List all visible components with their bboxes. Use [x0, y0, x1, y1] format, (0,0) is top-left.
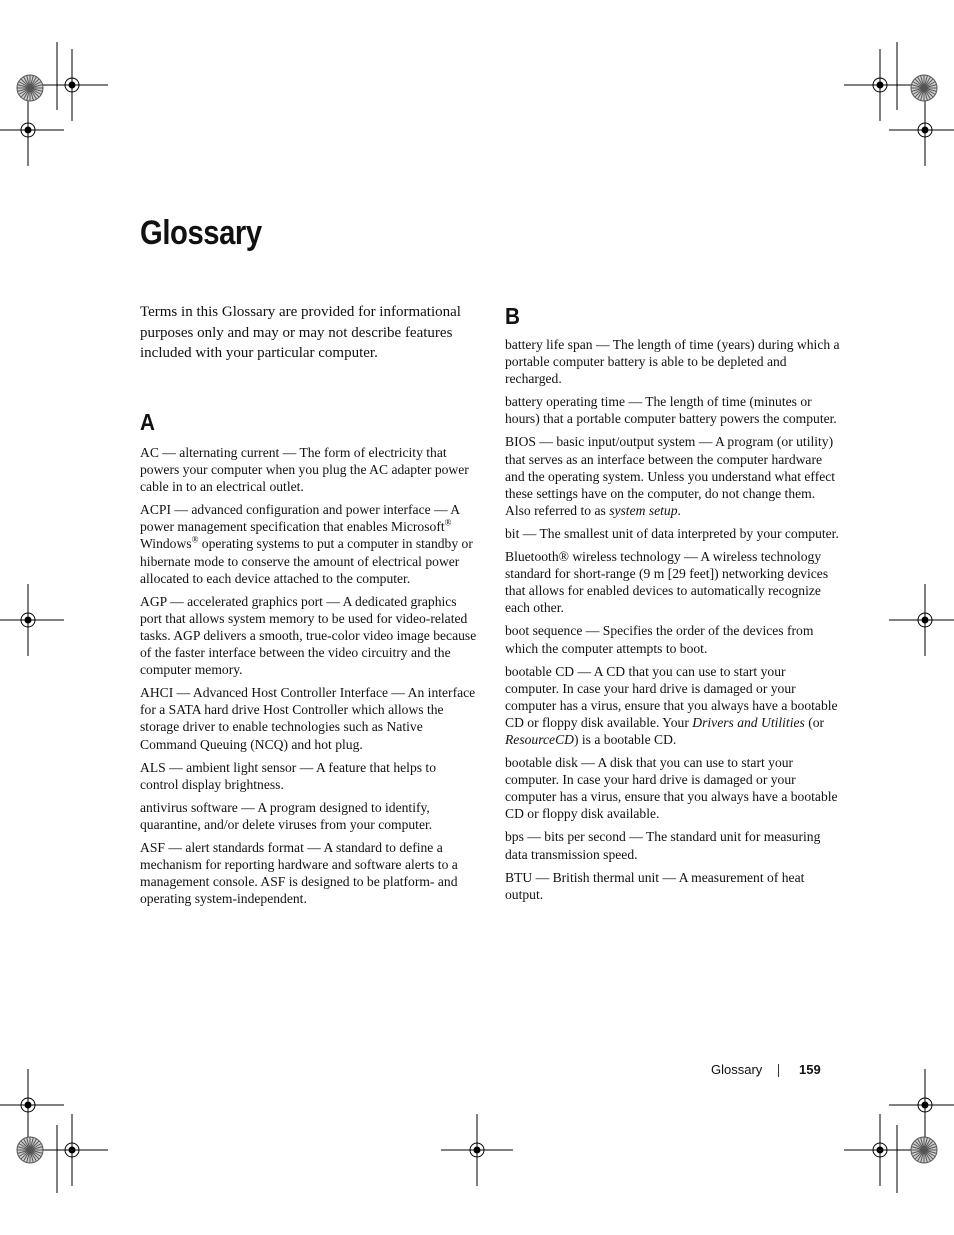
glossary-entry-bps [505, 828, 842, 862]
entry-definition: — British thermal unit — A measurement of heat output. [505, 869, 805, 902]
entry-term: ALS [140, 759, 166, 775]
entry-term: battery life span [505, 337, 593, 352]
entry-term: bit [505, 525, 520, 541]
entry-definition: — The smallest unit of data interpreted by your computer. [519, 525, 839, 541]
glossary-entry-ahci [140, 684, 477, 752]
footer-section-name: Glossary [711, 1062, 763, 1077]
section-heading-a: A [140, 409, 155, 435]
entry-definition: — The length of time (minutes or hours) that a portable computer battery powers the computer. [505, 394, 837, 427]
entry-term: AHCI [140, 685, 174, 701]
entry-term: BTU [505, 869, 533, 885]
crosshair-mark [844, 1114, 916, 1186]
entry-term: ACPI [140, 502, 171, 518]
glossary-intro: Terms in this Glossary are provided for informational purposes only and may or may not describe features included with your particular computer. [140, 304, 461, 361]
entry-term: battery operating time [505, 394, 626, 410]
entry-definition: — A program designed to identify, quarantine, and/or delete viruses from your computer. [140, 799, 433, 832]
entry-definition-tail: . [677, 502, 681, 518]
crosshair-mark [36, 1114, 108, 1186]
entry-definition: — The length of time (years) during which a portable computer battery is able to be depleted and recharged. [505, 337, 840, 387]
glossary-entry-bootable-cd [505, 663, 842, 748]
entry-definition-cont: Windows [140, 536, 192, 552]
footer-divider [778, 1064, 779, 1077]
entry-emphasis: ResourceCD [505, 731, 574, 747]
entry-definition: — alert standards format — A standard to define a mechanism for reporting hardware and software alerts to a management console. ASF is designed to be platform- and operating system-independent. [140, 839, 458, 907]
section-heading-b: B [505, 303, 520, 329]
entry-term: AGP [140, 593, 167, 609]
glossary-entry-antivirus-software [140, 799, 477, 833]
entry-definition: — basic input/output system — A program (or utility) that serves as an interface between the computer hardware and the operating system. Unless you understand what effect these settings have on the computer, do not change them. Also referred to as [505, 434, 836, 518]
entry-definition: — Specifies the order of the devices from which the computer attempts to boot. [505, 623, 814, 656]
entry-definition-tail: ) is a bootable CD. [573, 731, 677, 747]
section-a-entries [140, 444, 477, 913]
entry-emphasis: Drivers and Utilities [692, 714, 805, 730]
crosshair-mark [0, 94, 64, 166]
registered-mark: ® [191, 534, 199, 545]
crosshair-mark [889, 584, 954, 656]
entry-definition: — bits per second — The standard unit for measuring data transmission speed. [505, 829, 821, 862]
registered-mark: ® [444, 517, 452, 528]
entry-definition: — accelerated graphics port — A dedicated graphics port that allows system memory to be used for video-related tasks. AGP delivers a smooth, true-color video image because of the faster interface between the video circuitry and the computer memory. [140, 593, 477, 678]
entry-term: Bluetooth® wireless technology [505, 549, 681, 565]
entry-term: bootable disk [505, 755, 578, 771]
rosette-mark [17, 75, 43, 101]
crosshair-mark [441, 1114, 513, 1186]
entry-definition: — A disk that you can use to start your computer. In case your hard drive is damaged or your computer has a virus, ensure that you always have a bootable CD or floppy disk available. [505, 755, 838, 822]
entry-term: BIOS [505, 434, 536, 450]
glossary-entry-bios [505, 433, 842, 518]
entry-emphasis: system setup [609, 502, 678, 518]
crosshair-mark [844, 49, 916, 121]
glossary-entry-bit [505, 525, 842, 542]
rosette-mark [911, 1137, 937, 1163]
glossary-entry-acpi [140, 501, 477, 586]
rosette-mark [911, 75, 937, 101]
entry-term: AC — [140, 445, 176, 460]
entry-term: bootable CD [505, 663, 575, 679]
crosshair-mark [0, 1069, 64, 1141]
crosshair-mark [889, 1069, 954, 1141]
crosshair-mark [36, 49, 108, 121]
glossary-entry-als [140, 759, 477, 793]
page-number: 159 [799, 1062, 821, 1077]
entry-definition-cont: operating systems to put a computer in standby or hibernate mode to conserve the amount of electrical power allocated to each device attached to the computer. [140, 536, 473, 586]
rosette-mark [17, 1137, 43, 1163]
section-b-entries [505, 336, 842, 909]
entry-definition-cont: (or [804, 714, 825, 730]
entry-definition: — Advanced Host Controller Interface — An interface for a SATA hard drive Host Controller which allows the storage driver to enable technologies such as Native Command Queuing (NCQ) and hot plug. [140, 685, 476, 752]
glossary-entry-battery-life-span [505, 336, 842, 387]
entry-definition: alternating current — The form of electricity that powers your computer when you plug the AC adapter power cable in to an electrical outlet. [140, 445, 469, 495]
glossary-entry-asf [140, 839, 477, 907]
entry-term: antivirus software [140, 799, 238, 815]
crosshair-mark [889, 94, 954, 166]
glossary-entry-ac [140, 444, 477, 495]
glossary-entry-battery-operating-time [505, 393, 842, 427]
glossary-entry-bluetooth [505, 548, 842, 616]
glossary-entry-btu [505, 869, 842, 903]
entry-definition: — A CD that you can use to start your computer. In case your hard drive is damaged or your computer has a virus, ensure that you always have a bootable CD or floppy disk available. Your [505, 663, 838, 730]
entry-term: boot sequence [505, 623, 583, 639]
entry-term: ASF [140, 839, 165, 855]
entry-definition: — ambient light sensor — A feature that helps to control display brightness. [140, 759, 437, 792]
entry-definition: — A wireless technology standard for short-range (9 m [29 feet]) networking devices that allows for enabled devices to automatically recognize each other. [505, 549, 829, 616]
page-title: Glossary [140, 214, 262, 252]
entry-definition: — advanced configuration and power interface — A power management specification that enables Microsoft [140, 502, 460, 535]
entry-term: bps [505, 829, 524, 845]
crosshair-mark [0, 584, 64, 656]
glossary-entry-agp [140, 593, 477, 678]
glossary-entry-bootable-disk [505, 754, 842, 822]
glossary-entry-boot-sequence [505, 622, 842, 656]
